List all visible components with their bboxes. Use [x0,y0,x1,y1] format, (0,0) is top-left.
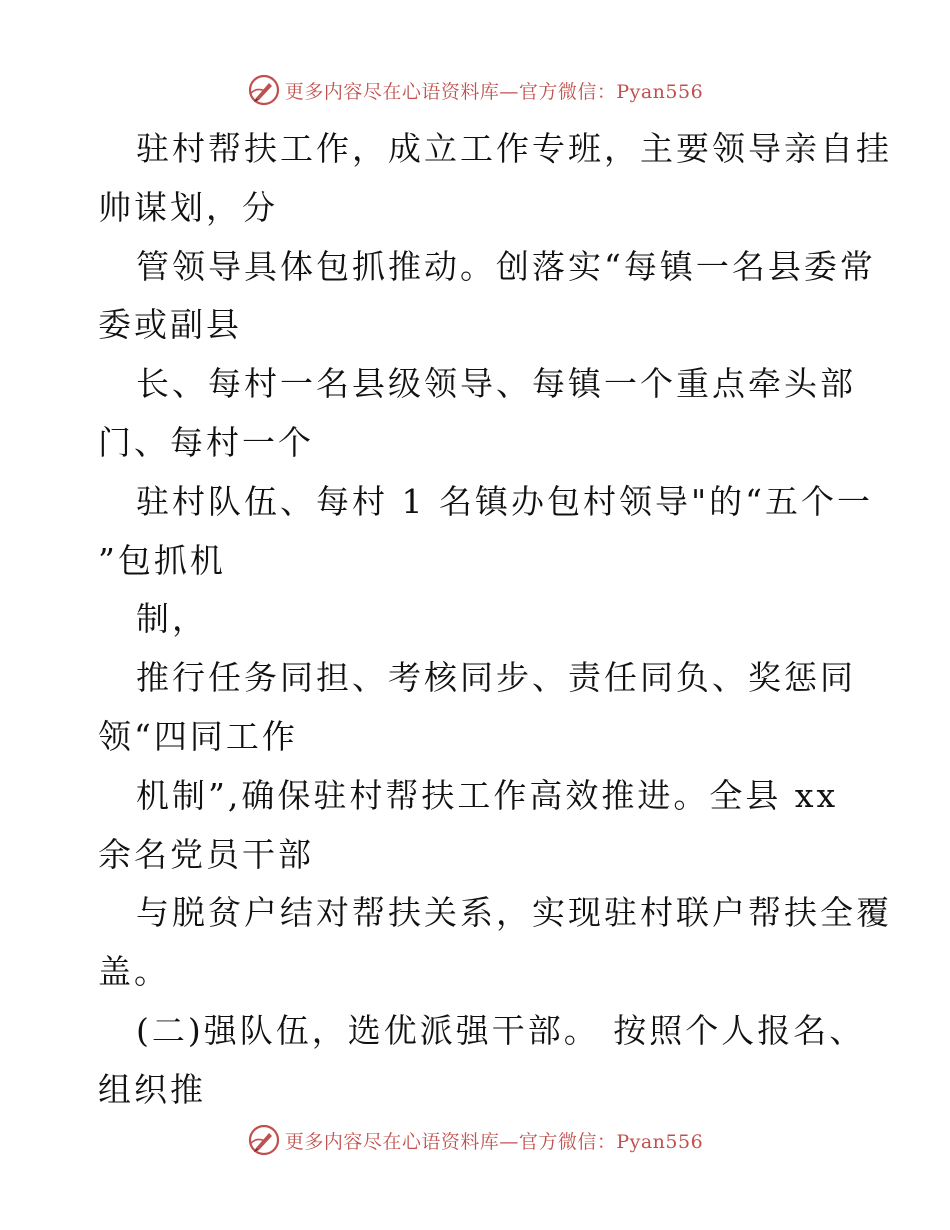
watermark-footer [0,1120,950,1160]
text-line: 帅谋划，分 [98,187,278,227]
pen-logo-icon [247,73,281,107]
text-line: 驻村帮扶工作，成立工作专班，主要领导亲自挂 [136,129,892,168]
text-line: 委或副县 [98,305,242,345]
watermark-header [0,70,950,110]
watermark-text: 更多内容尽在心语资料库—官方微信：Pyan556 [284,80,704,103]
text-line: 机制”,确保驻村帮扶工作高效推进。全县 xx [136,775,839,815]
text-line: 管领导具体包抓推动。创落实“每镇一名县委常 [136,246,876,286]
text-line: 与脱贫户结对帮扶关系，实现驻村联户帮扶全覆 [136,893,892,933]
text-line: 盖。 [98,952,170,992]
text-line: 门、每村一个 [98,422,314,462]
document-body [98,120,892,1120]
text-line: 领“四同工作 [98,716,298,756]
watermark-text: 更多内容尽在心语资料库—官方微信：Pyan556 [284,1130,704,1153]
text-line: 制， [136,599,208,639]
text-line: 驻村队伍、每村 1 名镇办包村领导"的“五个一 [136,481,874,521]
text-line: ”包抓机 [98,540,226,580]
text-line: (二)强队伍，选优派强干部。 按照个人报名、 [136,1010,866,1050]
text-line: 长、每村一名县级领导、每镇一个重点牵头部 [136,364,856,404]
text-line: 余名党员干部 [98,834,314,874]
text-line: 推行任务同担、考核同步、责任同负、奖惩同 [136,658,856,698]
pen-logo-icon [247,1123,281,1157]
text-line: 组织推 [98,1069,206,1109]
